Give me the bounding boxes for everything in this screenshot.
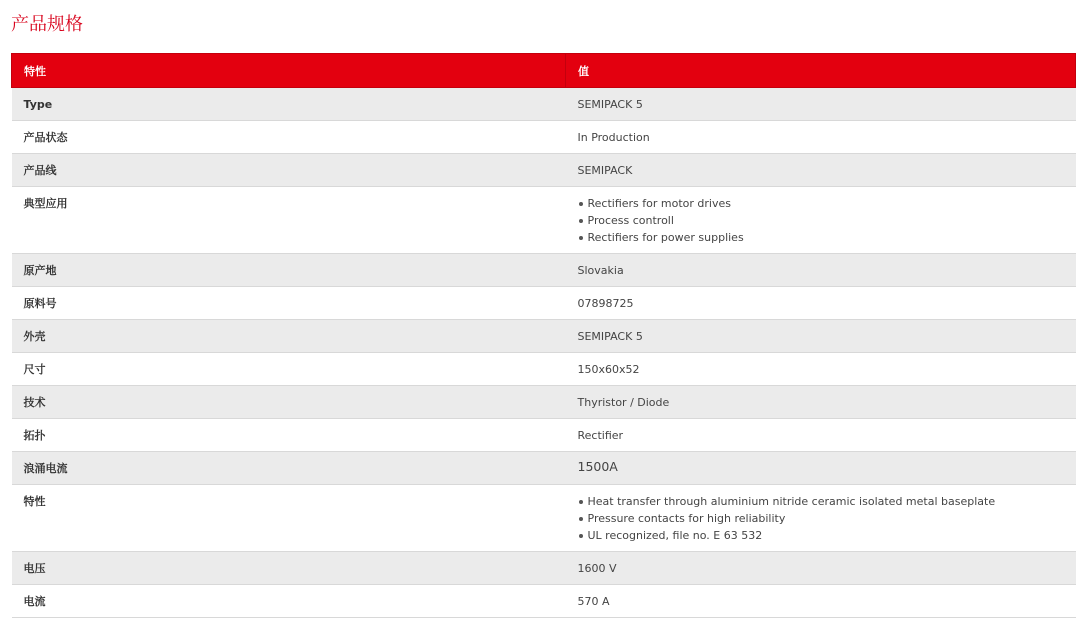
table-row	[12, 452, 1076, 485]
list-item: Heat transfer through aluminium nitride ceramic isolated metal baseplate	[588, 493, 1064, 510]
table-row	[12, 585, 1076, 618]
table-row	[12, 254, 1076, 287]
spec-value: SEMIPACK 5	[566, 320, 1076, 353]
spec-label: 原产地	[12, 254, 566, 287]
spec-value: 570 A	[566, 585, 1076, 618]
table-row	[12, 320, 1076, 353]
spec-label: 外壳	[12, 320, 566, 353]
list-item: UL recognized, file no. E 63 532	[588, 527, 1064, 544]
spec-value-list	[566, 485, 1076, 552]
table-row	[12, 287, 1076, 320]
spec-value: 1500A	[566, 452, 1076, 485]
table-row	[12, 386, 1076, 419]
table-row	[12, 154, 1076, 187]
column-header-value: 值	[566, 54, 1076, 88]
table-header-row	[12, 54, 1076, 88]
spec-value: 07898725	[566, 287, 1076, 320]
spec-label: 拓扑	[12, 419, 566, 452]
table-row	[12, 485, 1076, 552]
spec-value: Rectifier	[566, 419, 1076, 452]
table-row	[12, 353, 1076, 386]
spec-label: 特性	[12, 485, 566, 552]
spec-value: 150x60x52	[566, 353, 1076, 386]
spec-value: SEMIPACK 5	[566, 88, 1076, 121]
spec-value: Thyristor / Diode	[566, 386, 1076, 419]
spec-label: 技术	[12, 386, 566, 419]
list-item: Pressure contacts for high reliability	[588, 510, 1064, 527]
spec-label: 原料号	[12, 287, 566, 320]
list-item: Process controll	[588, 212, 1064, 229]
bullet-list	[578, 195, 1064, 246]
table-row	[12, 88, 1076, 121]
spec-label: 产品状态	[12, 121, 566, 154]
bullet-list	[578, 493, 1064, 544]
spec-label: 电流	[12, 585, 566, 618]
product-spec-table	[11, 53, 1076, 618]
spec-label: 浪涌电流	[12, 452, 566, 485]
spec-value: SEMIPACK	[566, 154, 1076, 187]
table-row	[12, 121, 1076, 154]
spec-value: 1600 V	[566, 552, 1076, 585]
list-item: Rectifiers for motor drives	[588, 195, 1064, 212]
table-row	[12, 187, 1076, 254]
spec-label: 典型应用	[12, 187, 566, 254]
list-item: Rectifiers for power supplies	[588, 229, 1064, 246]
spec-label: 尺寸	[12, 353, 566, 386]
spec-label: 电压	[12, 552, 566, 585]
spec-label: Type	[12, 88, 566, 121]
table-row	[12, 552, 1076, 585]
spec-label: 产品线	[12, 154, 566, 187]
page-title: 产品规格	[11, 14, 83, 35]
table-row	[12, 419, 1076, 452]
spec-value-list	[566, 187, 1076, 254]
spec-value: In Production	[566, 121, 1076, 154]
spec-value: Slovakia	[566, 254, 1076, 287]
column-header-property: 特性	[12, 54, 566, 88]
